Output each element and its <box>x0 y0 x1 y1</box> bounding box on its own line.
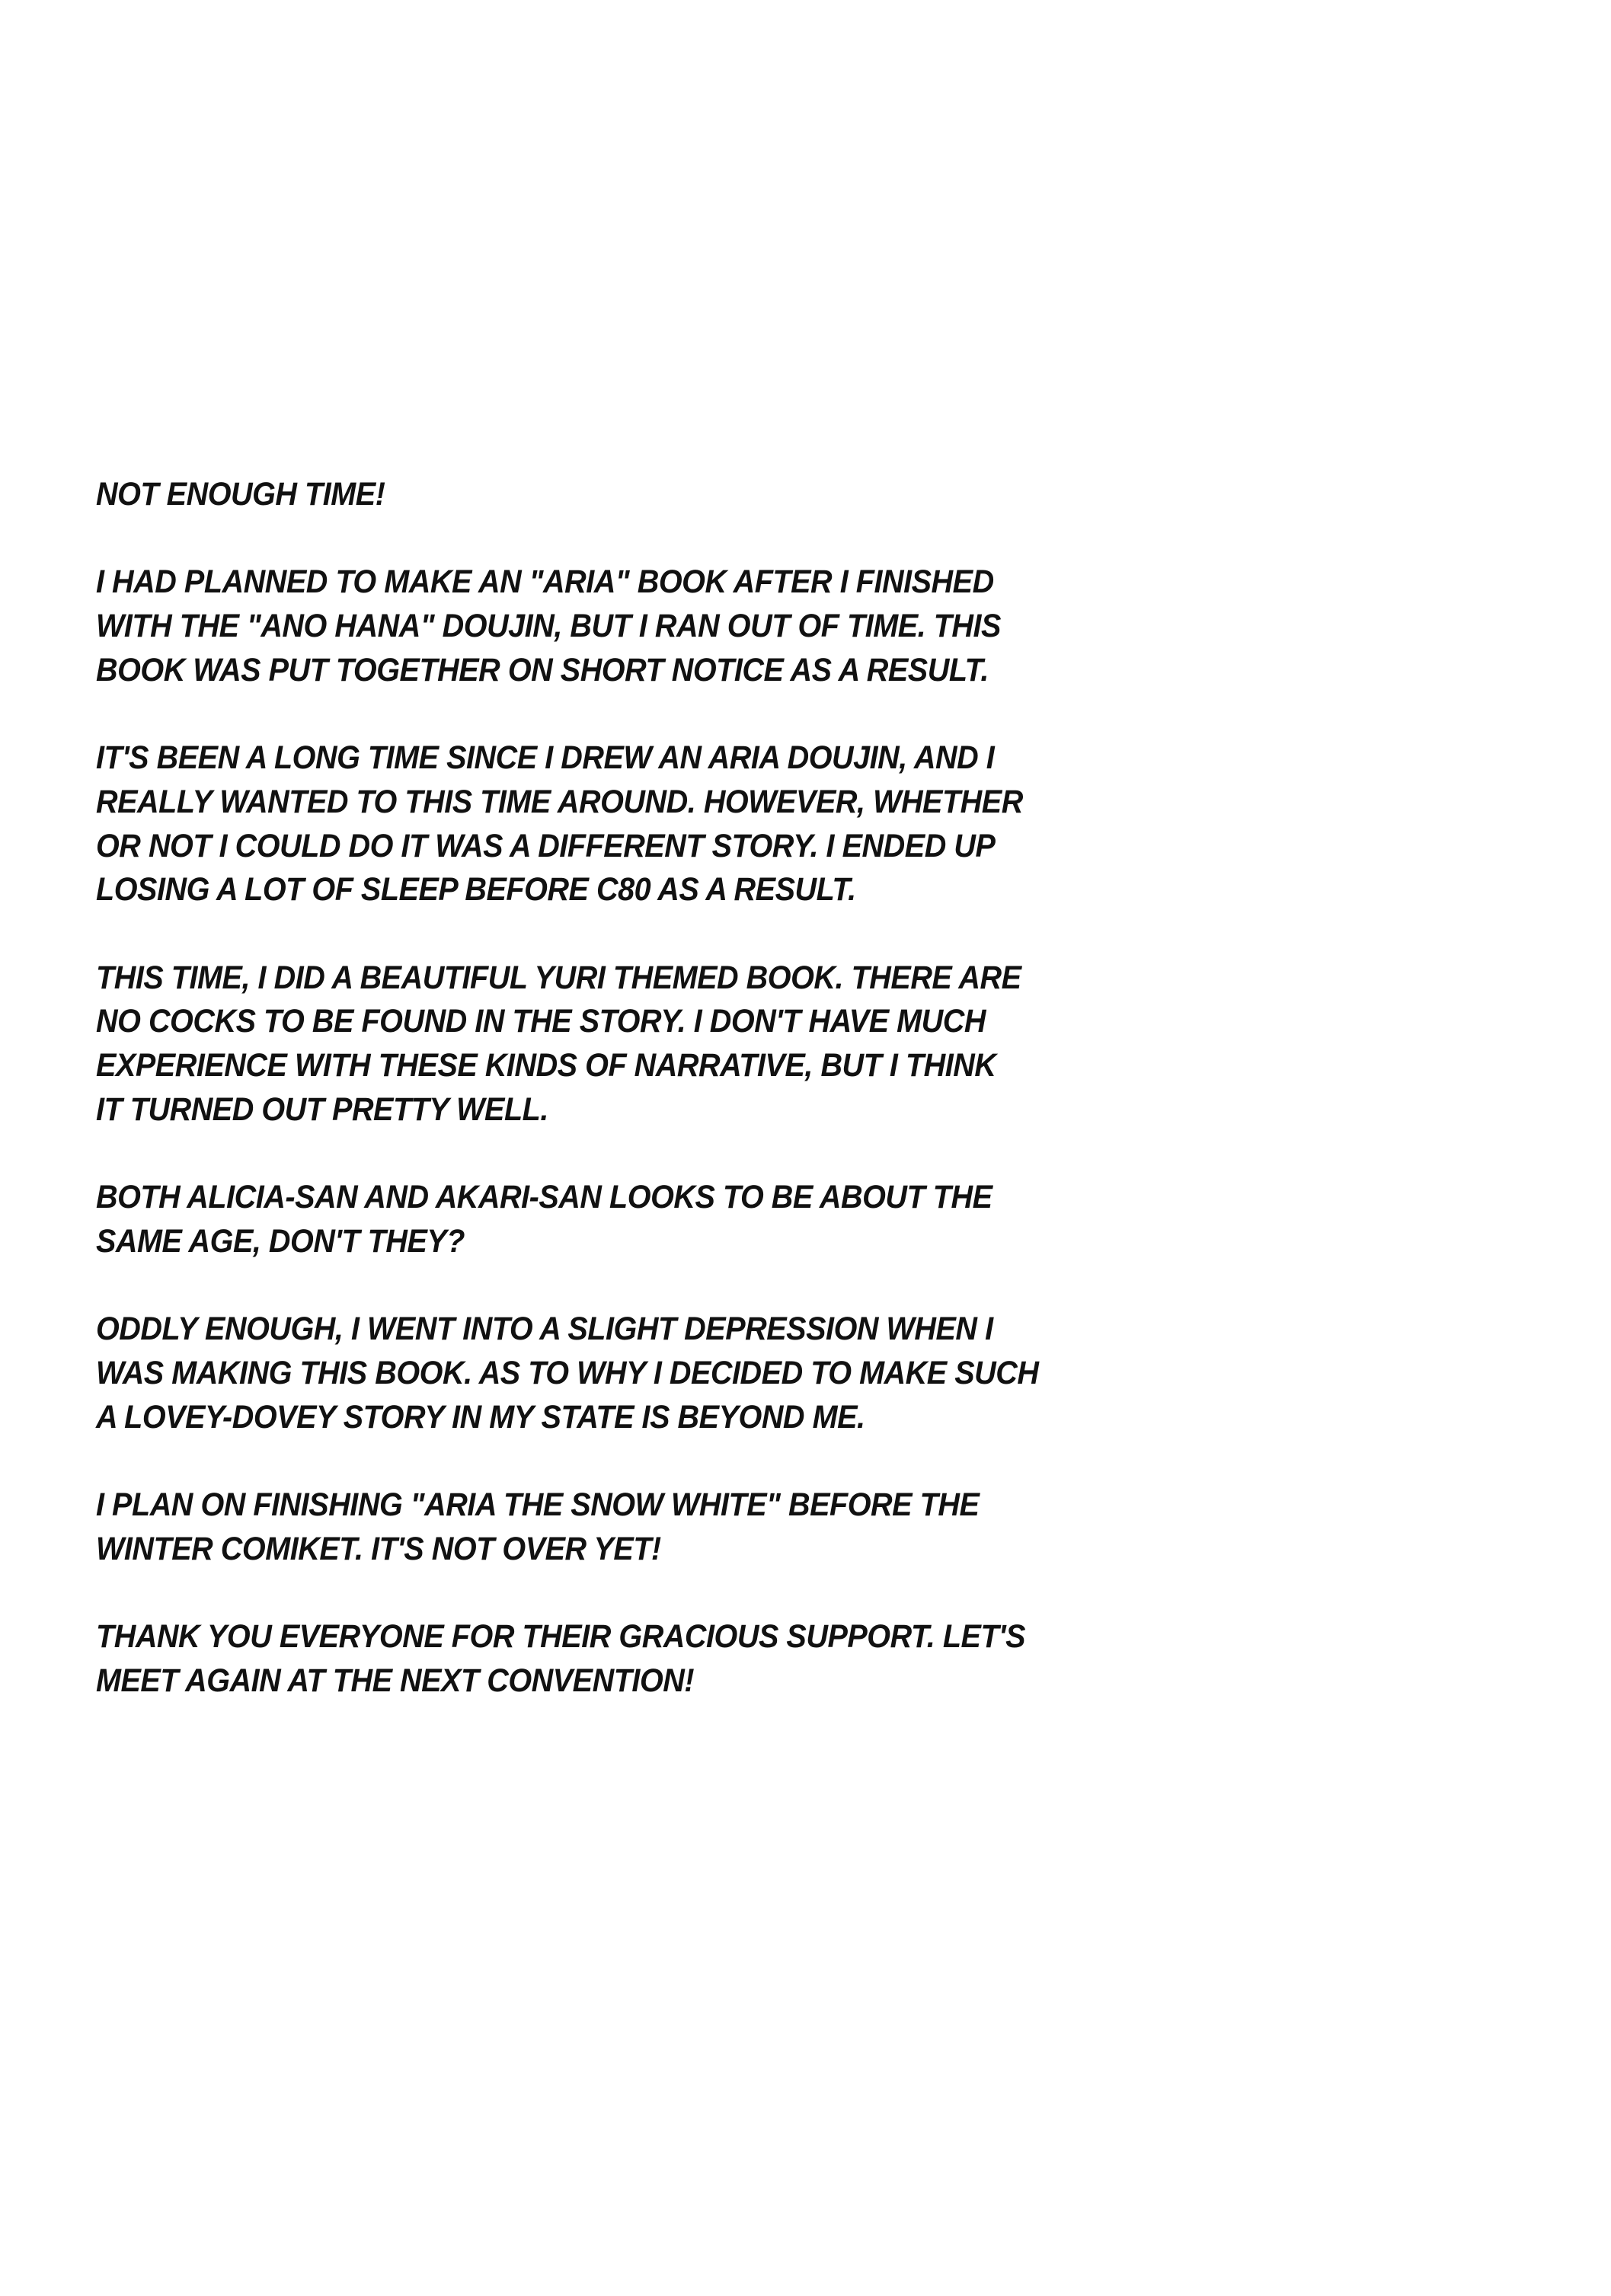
text-line: ODDLY ENOUGH, I WENT INTO A SLIGHT DEPRESSION WHEN I <box>96 1311 993 1348</box>
text-line: WITH THE "ANO HANA" DOUJIN, BUT I RAN OUT OF TIME. THIS <box>96 608 1001 645</box>
text-line: BOTH ALICIA-SAN AND AKARI-SAN LOOKS TO BE ABOUT THE <box>96 1179 992 1216</box>
text-line: NOT ENOUGH TIME! <box>96 476 385 513</box>
paragraph <box>96 1308 1543 1439</box>
text-line: SAME AGE, DON'T THEY? <box>96 1222 465 1260</box>
text-line: MEET AGAIN AT THE NEXT CONVENTION! <box>96 1662 695 1699</box>
paragraph <box>96 560 1543 692</box>
text-line: LOSING A LOT OF SLEEP BEFORE C80 AS A RESULT. <box>96 871 856 909</box>
text-line: NO COCKS TO BE FOUND IN THE STORY. I DON'T HAVE MUCH <box>96 1003 986 1040</box>
text-line: EXPERIENCE WITH THESE KINDS OF NARRATIVE, BUT I THINK <box>96 1047 996 1084</box>
text-line: THIS TIME, I DID A BEAUTIFUL YURI THEMED BOOK. THERE ARE <box>96 959 1021 996</box>
text-line: BOOK WAS PUT TOGETHER ON SHORT NOTICE AS A RESULT. <box>96 651 989 688</box>
paragraph <box>96 736 1543 912</box>
text-line: IT'S BEEN A LONG TIME SINCE I DREW AN ARIA DOUJIN, AND I <box>96 739 995 777</box>
text-line: THANK YOU EVERYONE FOR THEIR GRACIOUS SUPPORT. LET'S <box>96 1618 1026 1656</box>
text-line: WAS MAKING THIS BOOK. AS TO WHY I DECIDED TO MAKE SUCH <box>96 1354 1039 1391</box>
text-line: I HAD PLANNED TO MAKE AN "ARIA" BOOK AFTER I FINISHED <box>96 564 994 601</box>
text-line: OR NOT I COULD DO IT WAS A DIFFERENT STORY. I ENDED UP <box>96 827 996 864</box>
text-line: REALLY WANTED TO THIS TIME AROUND. HOWEVER, WHETHER <box>96 783 1023 820</box>
text-line: WINTER COMIKET. IT'S NOT OVER YET! <box>96 1530 661 1567</box>
paragraph <box>96 1483 1543 1571</box>
paragraph <box>96 1176 1543 1263</box>
paragraph <box>96 956 1543 1132</box>
afterword-text <box>96 473 1543 1747</box>
paragraph <box>96 1615 1543 1703</box>
text-line: IT TURNED OUT PRETTY WELL. <box>96 1091 548 1128</box>
heading <box>96 473 1543 517</box>
text-line: I PLAN ON FINISHING "ARIA THE SNOW WHITE" BEFORE THE <box>96 1486 980 1524</box>
text-line: A LOVEY-DOVEY STORY IN MY STATE IS BEYOND ME. <box>96 1398 865 1435</box>
